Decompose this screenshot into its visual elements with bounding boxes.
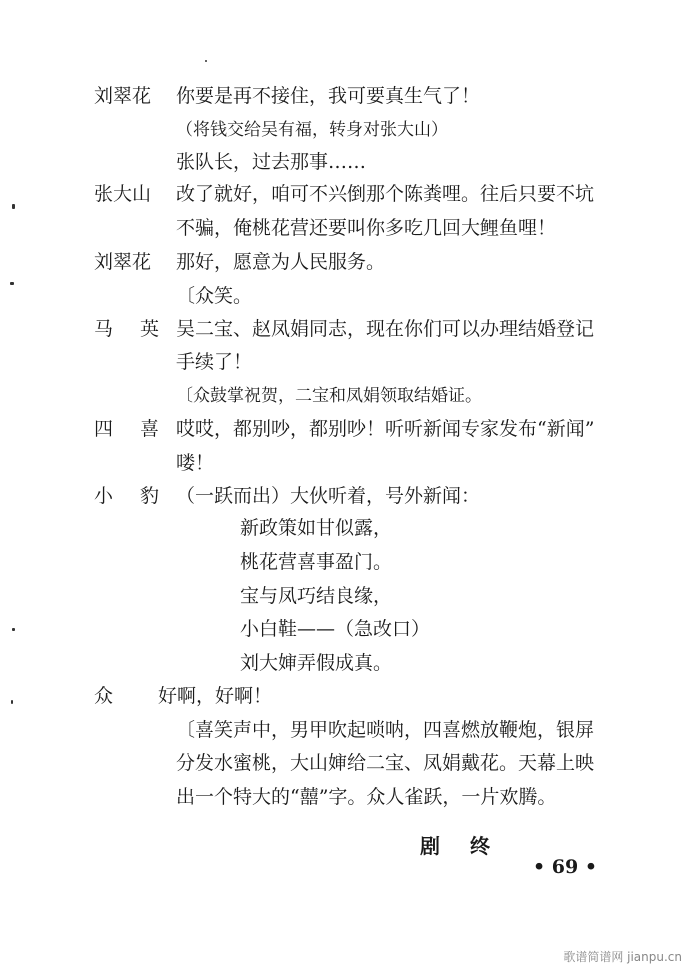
verse-line: 宝与凤巧结良缘， bbox=[240, 585, 393, 607]
stage-direction: （将钱交给吴有福，转身对张大山） bbox=[176, 120, 448, 140]
dialogue-line: 张队长，过去那事…… bbox=[176, 151, 367, 173]
verse-line: 刘大婶弄假成真。 bbox=[240, 652, 393, 674]
scan-speck bbox=[10, 282, 14, 285]
dialogue-line: 那好，愿意为人民服务。 bbox=[176, 251, 386, 273]
scan-speck bbox=[11, 700, 13, 704]
dialogue-line: 手续了！ bbox=[176, 351, 253, 373]
stage-direction: 〔众鼓掌祝贺，二宝和凤娟领取结婚证。 bbox=[176, 386, 482, 406]
dialogue-line: 吴二宝、赵凤娟同志，现在你们可以办理结婚登记 bbox=[176, 318, 595, 340]
speaker-label: 小 豹 bbox=[94, 485, 170, 507]
verse-line: 小白鞋——（急改口） bbox=[240, 618, 431, 640]
dialogue-line: 好啊，好啊！ bbox=[158, 685, 273, 707]
ending-text: 剧终 bbox=[420, 834, 520, 858]
dialogue-line: 你要是再不接住，我可要真生气了！ bbox=[176, 85, 481, 107]
speaker-label: 四 喜 bbox=[94, 418, 170, 440]
dialogue-line: 改了就好，咱可不兴倒那个陈粪哩。往后只要不坑 bbox=[176, 183, 595, 205]
scan-speck bbox=[12, 628, 15, 631]
scan-speck bbox=[12, 204, 15, 209]
stage-direction: 〔喜笑声中，男甲吹起唢呐，四喜燃放鞭炮，银屏 bbox=[176, 719, 595, 741]
speaker-label: 刘翠花 bbox=[94, 85, 152, 107]
dialogue-line: 不骗，俺桃花营还要叫你多吃几回大鲤鱼哩！ bbox=[176, 217, 557, 239]
scan-speck bbox=[205, 60, 207, 62]
dialogue-line: 哎哎，都别吵，都别吵！听听新闻专家发布“新闻” bbox=[176, 418, 595, 440]
stage-direction: 〔众笑。 bbox=[176, 285, 253, 307]
watermark: 歌谱简谱网 jianpu.cn bbox=[563, 950, 682, 964]
stage-direction: 分发水蜜桃，大山婶给二宝、凤娟戴花。天幕上映 bbox=[176, 752, 595, 774]
dialogue-line: 喽！ bbox=[176, 452, 215, 474]
stage-direction: 出一个特大的“囍”字。众人雀跃，一片欢腾。 bbox=[176, 786, 557, 808]
speaker-label: 张大山 bbox=[94, 183, 152, 205]
page-number: • 69 • bbox=[533, 856, 597, 878]
speaker-label: 刘翠花 bbox=[94, 251, 152, 273]
speaker-label: 众 bbox=[94, 685, 114, 707]
verse-line: 桃花营喜事盈门。 bbox=[240, 551, 393, 573]
speaker-label: 马 英 bbox=[94, 318, 170, 340]
verse-line: 新政策如甘似露， bbox=[240, 517, 393, 539]
dialogue-line: （一跃而出）大伙听着，号外新闻： bbox=[176, 485, 481, 507]
